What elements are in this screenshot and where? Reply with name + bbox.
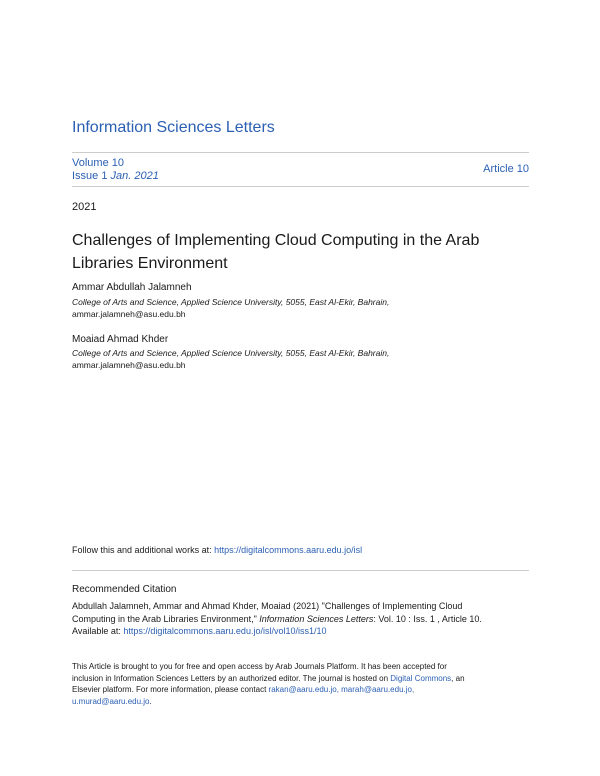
footer-line4 (72, 696, 532, 708)
footer-line2-end: , an (451, 673, 465, 683)
author-email: ammar.jalamneh@asu.edu.bh (72, 360, 186, 370)
author-name: Moaiad Ahmad Khder (72, 334, 169, 345)
citation-line1: Abdullah Jalamneh, Ammar and Ahmad Khder, Moaiad (2021) "Challenges of Implementing Cloud (72, 601, 463, 611)
journal-title[interactable]: Information Sciences Letters (72, 119, 275, 136)
footer-line3 (72, 684, 532, 696)
citation-line2 (72, 613, 532, 626)
issue-line (72, 170, 159, 183)
author-name: Ammar Abdullah Jalamneh (72, 282, 192, 293)
follow-text: Follow this and additional works at: (72, 545, 215, 555)
footer-notice (72, 661, 532, 707)
footer-line2-text: inclusion in Information Sciences Letters by an authorized editor. The journal is hosted on (72, 673, 391, 683)
contact-email-links[interactable]: rakan@aaru.edu.jo, marah@aaru.edu.jo, (268, 685, 415, 694)
footer-line3-text: Elsevier platform. For more information, please contact (72, 685, 269, 694)
footer-line2 (72, 673, 532, 685)
volume-link[interactable]: Volume 10 (72, 157, 124, 169)
contact-email-link[interactable]: u.murad@aaru.edu.jo (72, 696, 150, 706)
citation-volume: : Vol. 10 : Iss. 1 , Article 10. (373, 613, 482, 624)
citation-block (72, 600, 532, 638)
follow-line (72, 545, 362, 555)
citation-heading: Recommended Citation (72, 584, 177, 595)
author-affiliation: College of Arts and Science, Applied Science University, 5055, East Al-Ekir, Bahrain, (72, 348, 390, 358)
divider (72, 570, 529, 571)
issue-date: Jan. 2021 (110, 170, 159, 182)
citation-journal: Information Sciences Letters (259, 613, 374, 624)
paper-title-line1: Challenges of Implementing Cloud Computing in the Arab (72, 232, 480, 249)
citation-line3 (72, 625, 532, 638)
author-email: ammar.jalamneh@asu.edu.bh (72, 309, 186, 319)
follow-link[interactable]: https://digitalcommons.aaru.edu.jo/isl (214, 545, 363, 555)
volume-issue-block (72, 157, 159, 183)
divider (72, 186, 529, 187)
citation-link[interactable]: https://digitalcommons.aaru.edu.jo/isl/vol10/iss1/10 (123, 626, 327, 636)
digital-commons-link[interactable]: Digital Commons (390, 673, 452, 683)
footer-line1: This Article is brought to you for free and open access by Arab Journals Platform. It has been accepted for (72, 662, 447, 671)
paper-title (72, 229, 532, 275)
issue-link[interactable]: Issue 1 (72, 170, 108, 182)
article-link[interactable]: Article 10 (483, 163, 529, 175)
author-affiliation: College of Arts and Science, Applied Science University, 5055, East Al-Ekir, Bahrain, (72, 297, 390, 307)
paper-title-line2: Libraries Environment (72, 255, 228, 272)
citation-line2-text: Computing in the Arab Libraries Environment," (72, 613, 260, 624)
publication-year: 2021 (72, 201, 97, 213)
footer-line4-end: . (149, 696, 152, 706)
available-at-label: Available at: (72, 626, 124, 636)
divider (72, 152, 529, 153)
